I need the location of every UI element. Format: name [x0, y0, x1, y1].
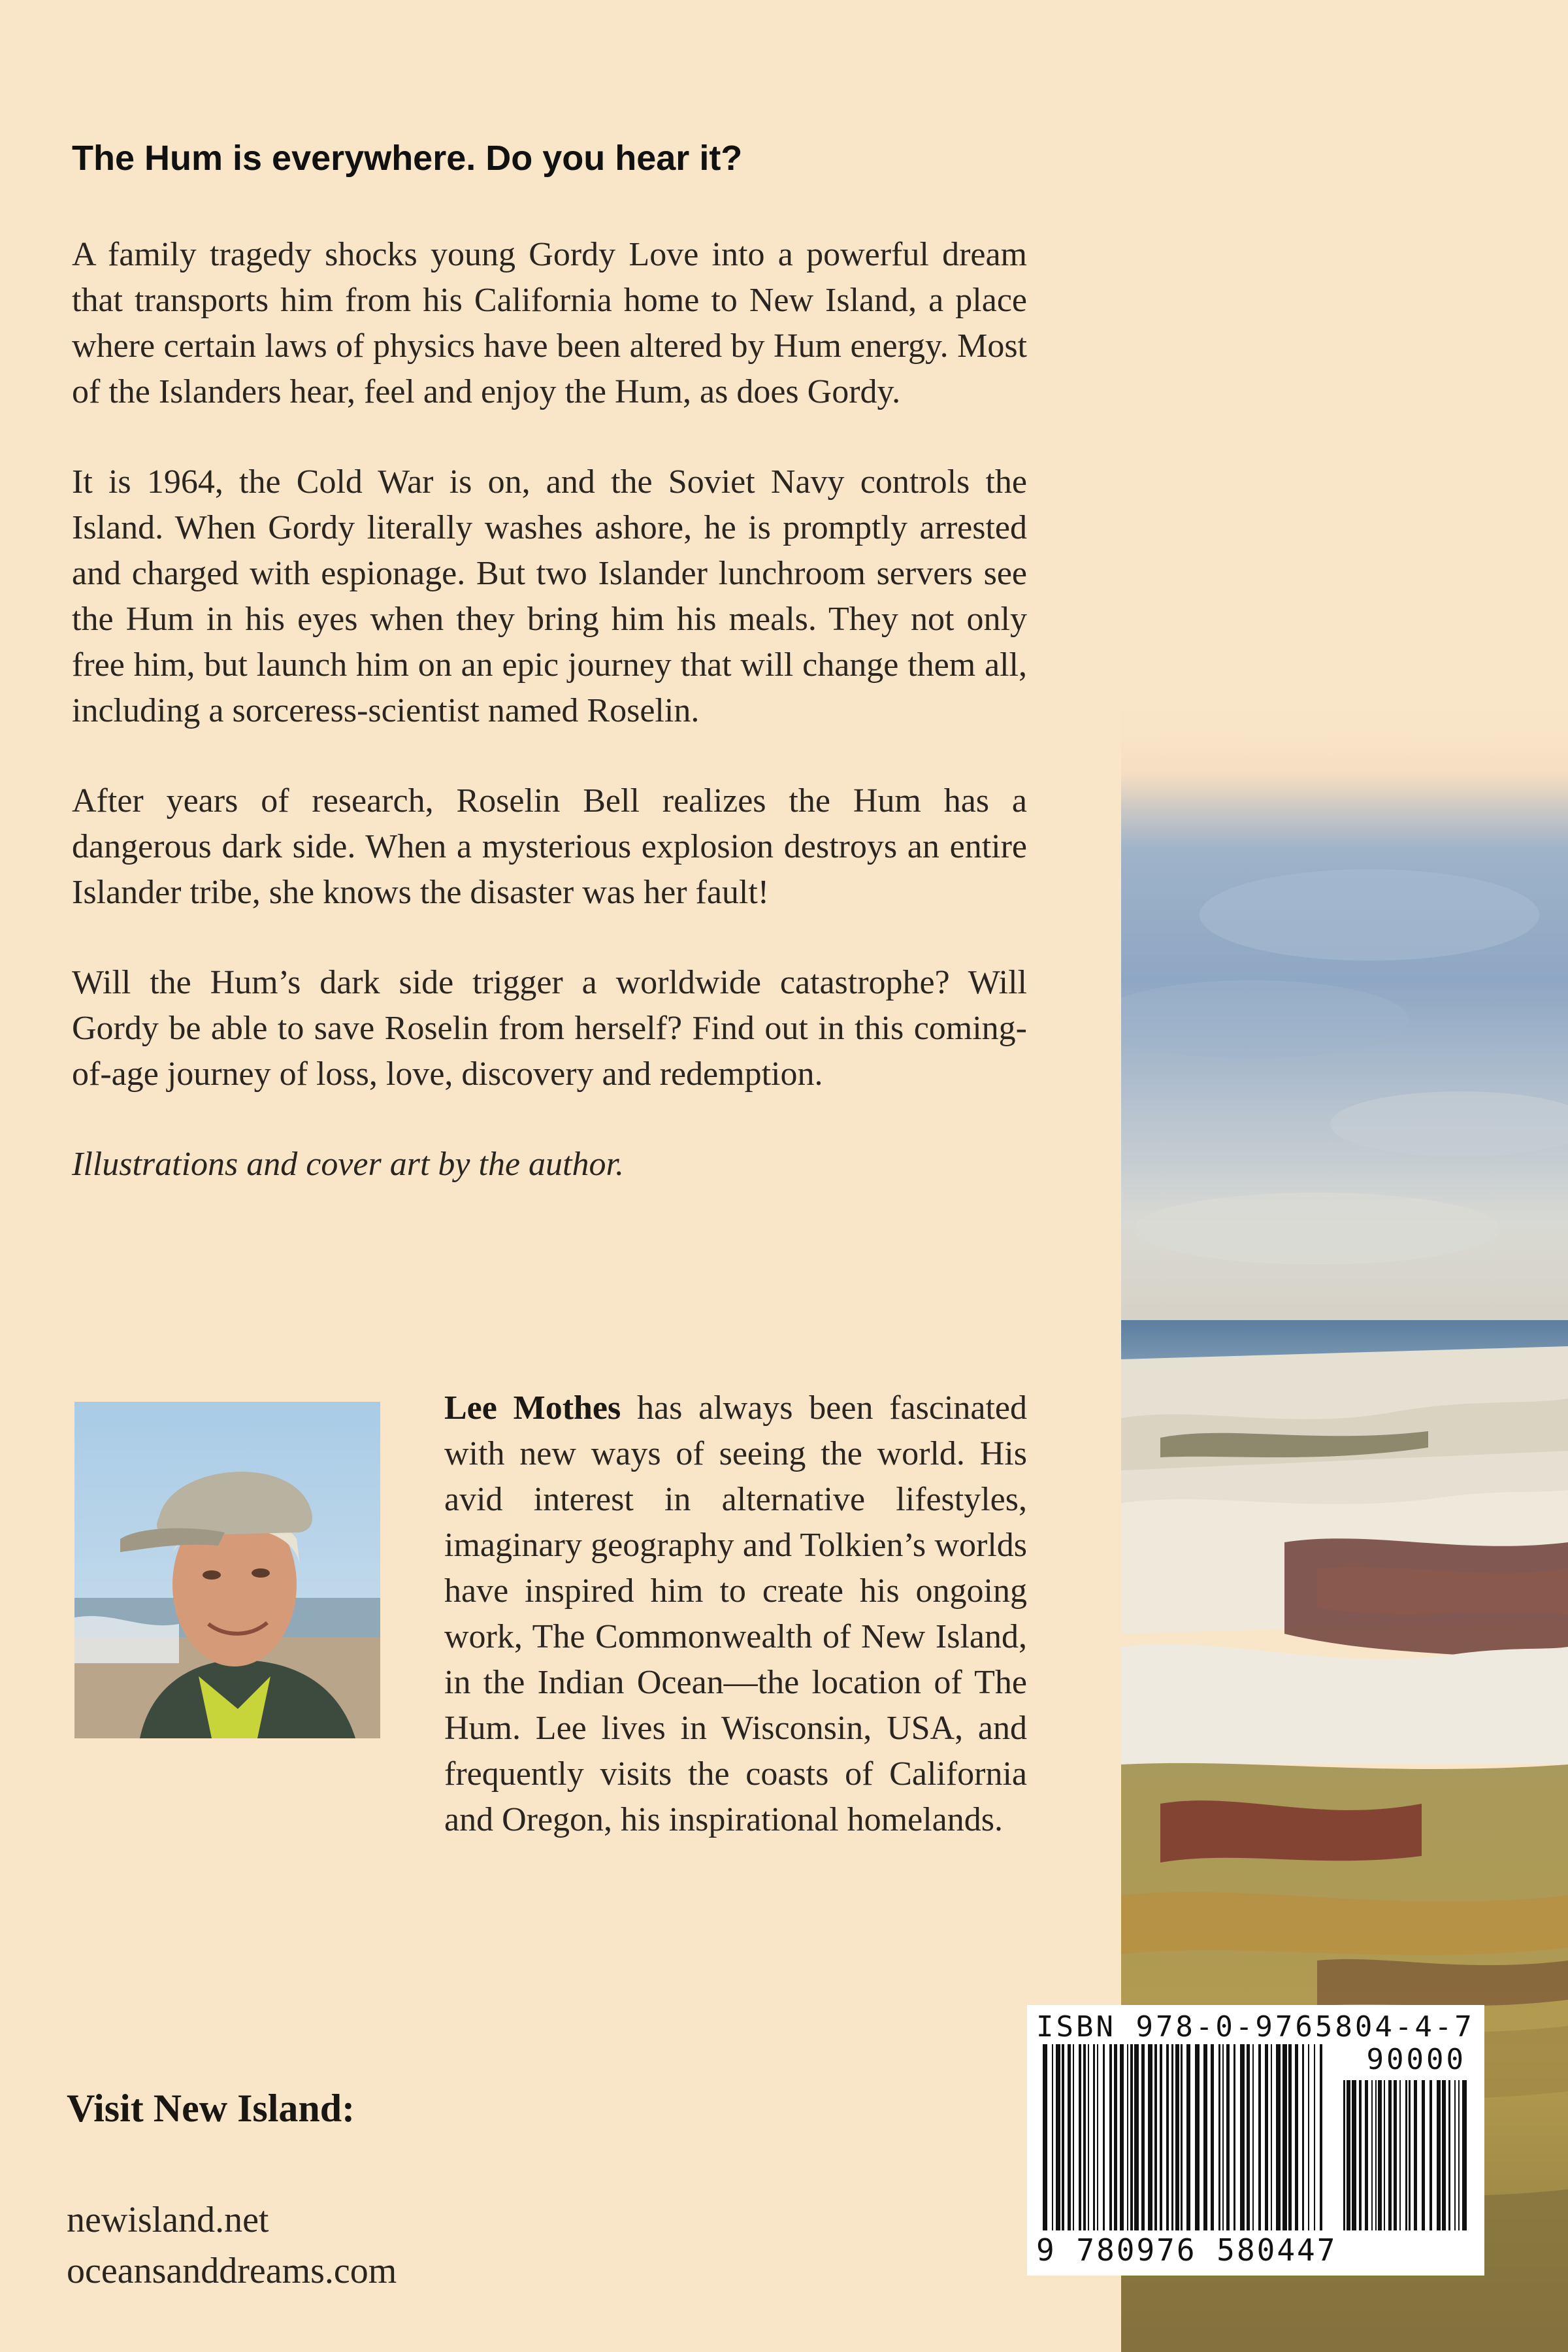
- barcode-bar: [1422, 2080, 1425, 2230]
- website-link[interactable]: newisland.net: [67, 2200, 269, 2240]
- barcode-bar: [1079, 2044, 1081, 2230]
- barcode-bar: [1314, 2044, 1315, 2230]
- barcode-bar: [1448, 2080, 1450, 2230]
- barcode-bar: [1320, 2044, 1322, 2230]
- barcode-bar: [1302, 2044, 1304, 2230]
- barcode-bar: [1130, 2044, 1133, 2230]
- blurb: [72, 232, 1027, 1232]
- barcode-bar: [1258, 2044, 1261, 2230]
- barcode-bar: [1343, 2080, 1345, 2230]
- author-bio: [444, 1385, 1027, 1843]
- barcode-bar: [1276, 2044, 1281, 2230]
- barcode-bar: [1222, 2044, 1224, 2230]
- barcode-bars: [1040, 2044, 1328, 2230]
- barcode-bar: [1203, 2044, 1207, 2230]
- barcode-bar: [1405, 2080, 1407, 2230]
- barcode-bar: [1365, 2080, 1368, 2230]
- tagline: The Hum is everywhere. Do you hear it?: [72, 139, 743, 178]
- barcode-bar: [1171, 2044, 1173, 2230]
- barcode-bar: [1052, 2044, 1053, 2230]
- barcode-bar: [1120, 2044, 1124, 2230]
- barcode-bar: [1295, 2044, 1298, 2230]
- barcode-bar: [1265, 2044, 1268, 2230]
- barcode-bar: [1043, 2044, 1047, 2230]
- barcode-bar: [1141, 2044, 1145, 2230]
- barcode-bar: [1414, 2080, 1417, 2230]
- price-code: 90000: [1366, 2043, 1466, 2076]
- barcode-bar: [1056, 2044, 1060, 2230]
- blurb-paragraph: A family tragedy shocks young Gordy Love into a powerful dream that transports him from his California home to New Island, a place where certain laws of physics have been altered by Hum energy. Most of the Islanders hear, feel and enjoy the Hum, as does Gordy.: [72, 236, 1027, 410]
- barcode-bar: [1409, 2080, 1411, 2230]
- barcode-bar: [1154, 2044, 1157, 2230]
- author-bio-text: has always been fascinated with new ways of seeing the world. His avid interest in alternative lifestyles, imaginary geography and Tolkien’s worlds have inspired him to create his ongoing work, The Commonwealth of New Island, in the Indian Ocean—the location of The Hum. Lee lives in Wisconsin, USA, and frequently visits the coasts of California and Oregon, his inspirational homelands.: [444, 1389, 1028, 1838]
- price-barcode-bars: [1341, 2080, 1471, 2230]
- barcode-bar: [1175, 2044, 1179, 2230]
- barcode-bar: [1378, 2080, 1382, 2230]
- art-credit: Illustrations and cover art by the author.: [72, 1146, 624, 1183]
- barcode-bar: [1308, 2044, 1309, 2230]
- blurb-paragraph: It is 1964, the Cold War is on, and the Soviet Navy controls the Island. When Gordy literally washes ashore, he is promptly arrested and charged with espionage. But two Islander lunchroom servers see the Hum in his eyes when they bring him his meals. They not only free him, but launch him on an epic journey that will change them all, including a sorceress-scientist named Roselin.: [72, 463, 1027, 729]
- barcode-bar: [1462, 2080, 1467, 2230]
- barcode-bar: [1394, 2080, 1397, 2230]
- landscape-painting: [1121, 0, 1568, 2352]
- barcode-bar: [1375, 2080, 1377, 2230]
- barcode-bar: [1068, 2044, 1071, 2230]
- barcode-bar: [1288, 2044, 1292, 2230]
- barcode-bar: [1109, 2044, 1112, 2230]
- barcode-bar: [1240, 2044, 1245, 2230]
- barcode-bar: [1127, 2044, 1128, 2230]
- barcode-bar: [1437, 2080, 1441, 2230]
- barcode-bar: [1083, 2044, 1086, 2230]
- barcode-bar: [1233, 2044, 1235, 2230]
- barcode-bar: [1454, 2080, 1456, 2230]
- barcode-bar: [1359, 2080, 1362, 2230]
- barcode-bar: [1247, 2044, 1250, 2230]
- barcode-bar: [1442, 2080, 1446, 2230]
- barcode-bar: [1388, 2080, 1392, 2230]
- barcode-bar: [1347, 2080, 1350, 2230]
- ean-digits: 9 780976 580447: [1036, 2232, 1337, 2268]
- barcode-bar: [1195, 2044, 1200, 2230]
- barcode-bar: [1218, 2044, 1220, 2230]
- barcode-bar: [1226, 2044, 1230, 2230]
- barcode-bar: [1088, 2044, 1089, 2230]
- author-photo: [74, 1402, 380, 1738]
- isbn-barcode: [1027, 2005, 1484, 2276]
- barcode-bar: [1352, 2080, 1356, 2230]
- barcode-bar: [1160, 2044, 1162, 2230]
- barcode-bar: [1211, 2044, 1214, 2230]
- barcode-bar: [1093, 2044, 1095, 2230]
- barcode-bar: [1114, 2044, 1117, 2230]
- visit-heading: Visit New Island:: [67, 2087, 355, 2130]
- barcode-bar: [1073, 2044, 1074, 2230]
- blurb-paragraph: Will the Hum’s dark side trigger a worldwide catastrophe? Will Gordy be able to save Roselin from herself? Find out in this coming-of-age journey of loss, love, discovery and redemption.: [72, 964, 1027, 1093]
- barcode-bar: [1458, 2080, 1460, 2230]
- blurb-paragraph: After years of research, Roselin Bell realizes the Hum has a dangerous dark side. When a mysterious explosion destroys an entire Islander tribe, she knows the disaster was her fault!: [72, 782, 1027, 911]
- barcode-bar: [1384, 2080, 1385, 2230]
- barcode-bar: [1271, 2044, 1272, 2230]
- barcode-bar: [1097, 2044, 1098, 2230]
- barcode-bar: [1062, 2044, 1064, 2230]
- barcode-bar: [1186, 2044, 1190, 2230]
- barcode-bar: [1166, 2044, 1169, 2230]
- isbn-number: ISBN 978-0-9765804-4-7: [1036, 2010, 1475, 2044]
- website-links: [67, 2195, 397, 2296]
- barcode-bar: [1181, 2044, 1183, 2230]
- barcode-bar: [1282, 2044, 1287, 2230]
- barcode-bar: [1429, 2080, 1432, 2230]
- barcode-bar: [1134, 2044, 1139, 2230]
- author-name: Lee Mothes: [444, 1389, 621, 1427]
- website-link[interactable]: oceansanddreams.com: [67, 2251, 397, 2291]
- barcode-bar: [1252, 2044, 1254, 2230]
- barcode-bar: [1399, 2080, 1401, 2230]
- barcode-bar: [1371, 2080, 1373, 2230]
- barcode-bar: [1103, 2044, 1105, 2230]
- barcode-bar: [1148, 2044, 1152, 2230]
